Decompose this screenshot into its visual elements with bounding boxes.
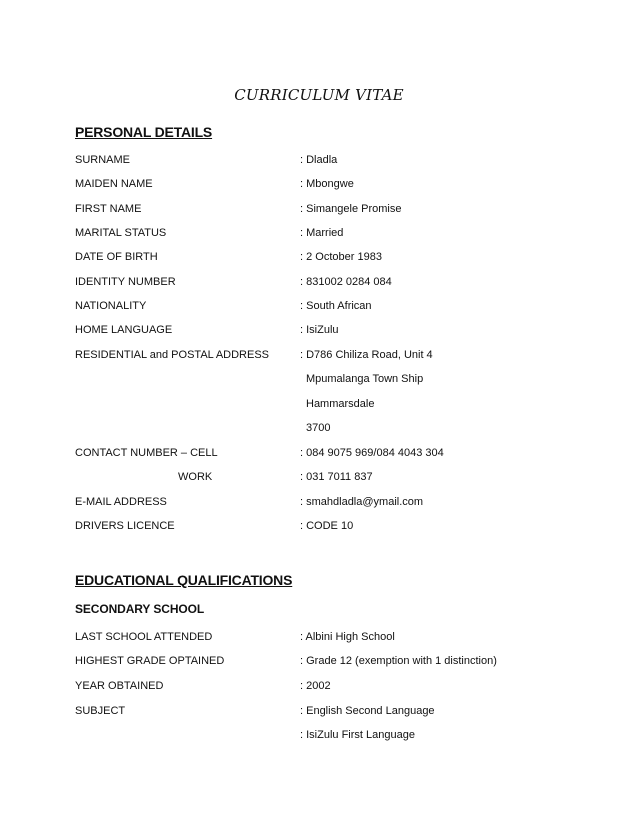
maiden-name-label: MAIDEN NAME bbox=[75, 178, 153, 190]
home-language-value: : IsiZulu bbox=[300, 324, 339, 336]
address-label: RESIDENTIAL and POSTAL ADDRESS bbox=[75, 349, 269, 361]
surname-value: : Dladla bbox=[300, 154, 338, 166]
home-language-label: HOME LANGUAGE bbox=[75, 324, 173, 336]
identity-number-value: : 831002 0284 084 bbox=[300, 276, 392, 288]
year-obtained-value: : 2002 bbox=[300, 680, 331, 692]
contact-work-label: WORK bbox=[178, 471, 213, 483]
subject-value-1: : English Second Language bbox=[300, 705, 435, 717]
first-name-label: FIRST NAME bbox=[75, 203, 142, 215]
contact-cell-label: CONTACT NUMBER – CELL bbox=[75, 447, 218, 459]
date-of-birth-value: : 2 October 1983 bbox=[300, 251, 382, 263]
contact-cell-value: : 084 9075 969/084 4043 304 bbox=[300, 447, 444, 459]
address-line-2: Mpumalanga Town Ship bbox=[306, 373, 424, 385]
highest-grade-value: : Grade 12 (exemption with 1 distinction) bbox=[300, 655, 497, 667]
surname-label: SURNAME bbox=[75, 154, 131, 166]
drivers-licence-value: : CODE 10 bbox=[300, 520, 354, 532]
document-title: CURRICULUM VITAE bbox=[234, 86, 404, 104]
nationality-value: : South African bbox=[300, 300, 372, 312]
last-school-label: LAST SCHOOL ATTENDED bbox=[75, 631, 213, 643]
email-label: E-MAIL ADDRESS bbox=[75, 496, 167, 508]
nationality-label: NATIONALITY bbox=[75, 300, 147, 312]
last-school-value: : Albini High School bbox=[300, 631, 395, 643]
address-line-4: 3700 bbox=[306, 422, 331, 434]
personal-details-heading: PERSONAL DETAILS bbox=[75, 124, 213, 140]
highest-grade-label: HIGHEST GRADE OPTAINED bbox=[75, 655, 225, 667]
maiden-name-value: : Mbongwe bbox=[300, 178, 354, 190]
drivers-licence-label: DRIVERS LICENCE bbox=[75, 520, 175, 532]
identity-number-label: IDENTITY NUMBER bbox=[75, 276, 176, 288]
educational-qualifications-heading: EDUCATIONAL QUALIFICATIONS bbox=[75, 572, 293, 588]
subject-label: SUBJECT bbox=[75, 705, 126, 717]
email-value: : smahdladla@ymail.com bbox=[300, 496, 424, 508]
secondary-school-heading: SECONDARY SCHOOL bbox=[75, 602, 205, 616]
address-line-1: : D786 Chiliza Road, Unit 4 bbox=[300, 349, 433, 361]
first-name-value: : Simangele Promise bbox=[300, 203, 402, 215]
date-of-birth-label: DATE OF BIRTH bbox=[75, 251, 158, 263]
year-obtained-label: YEAR OBTAINED bbox=[75, 680, 164, 692]
address-line-3: Hammarsdale bbox=[306, 398, 375, 410]
subject-value-2: : IsiZulu First Language bbox=[300, 729, 415, 741]
marital-status-value: : Married bbox=[300, 227, 344, 239]
contact-work-value: : 031 7011 837 bbox=[300, 471, 373, 483]
marital-status-label: MARITAL STATUS bbox=[75, 227, 167, 239]
